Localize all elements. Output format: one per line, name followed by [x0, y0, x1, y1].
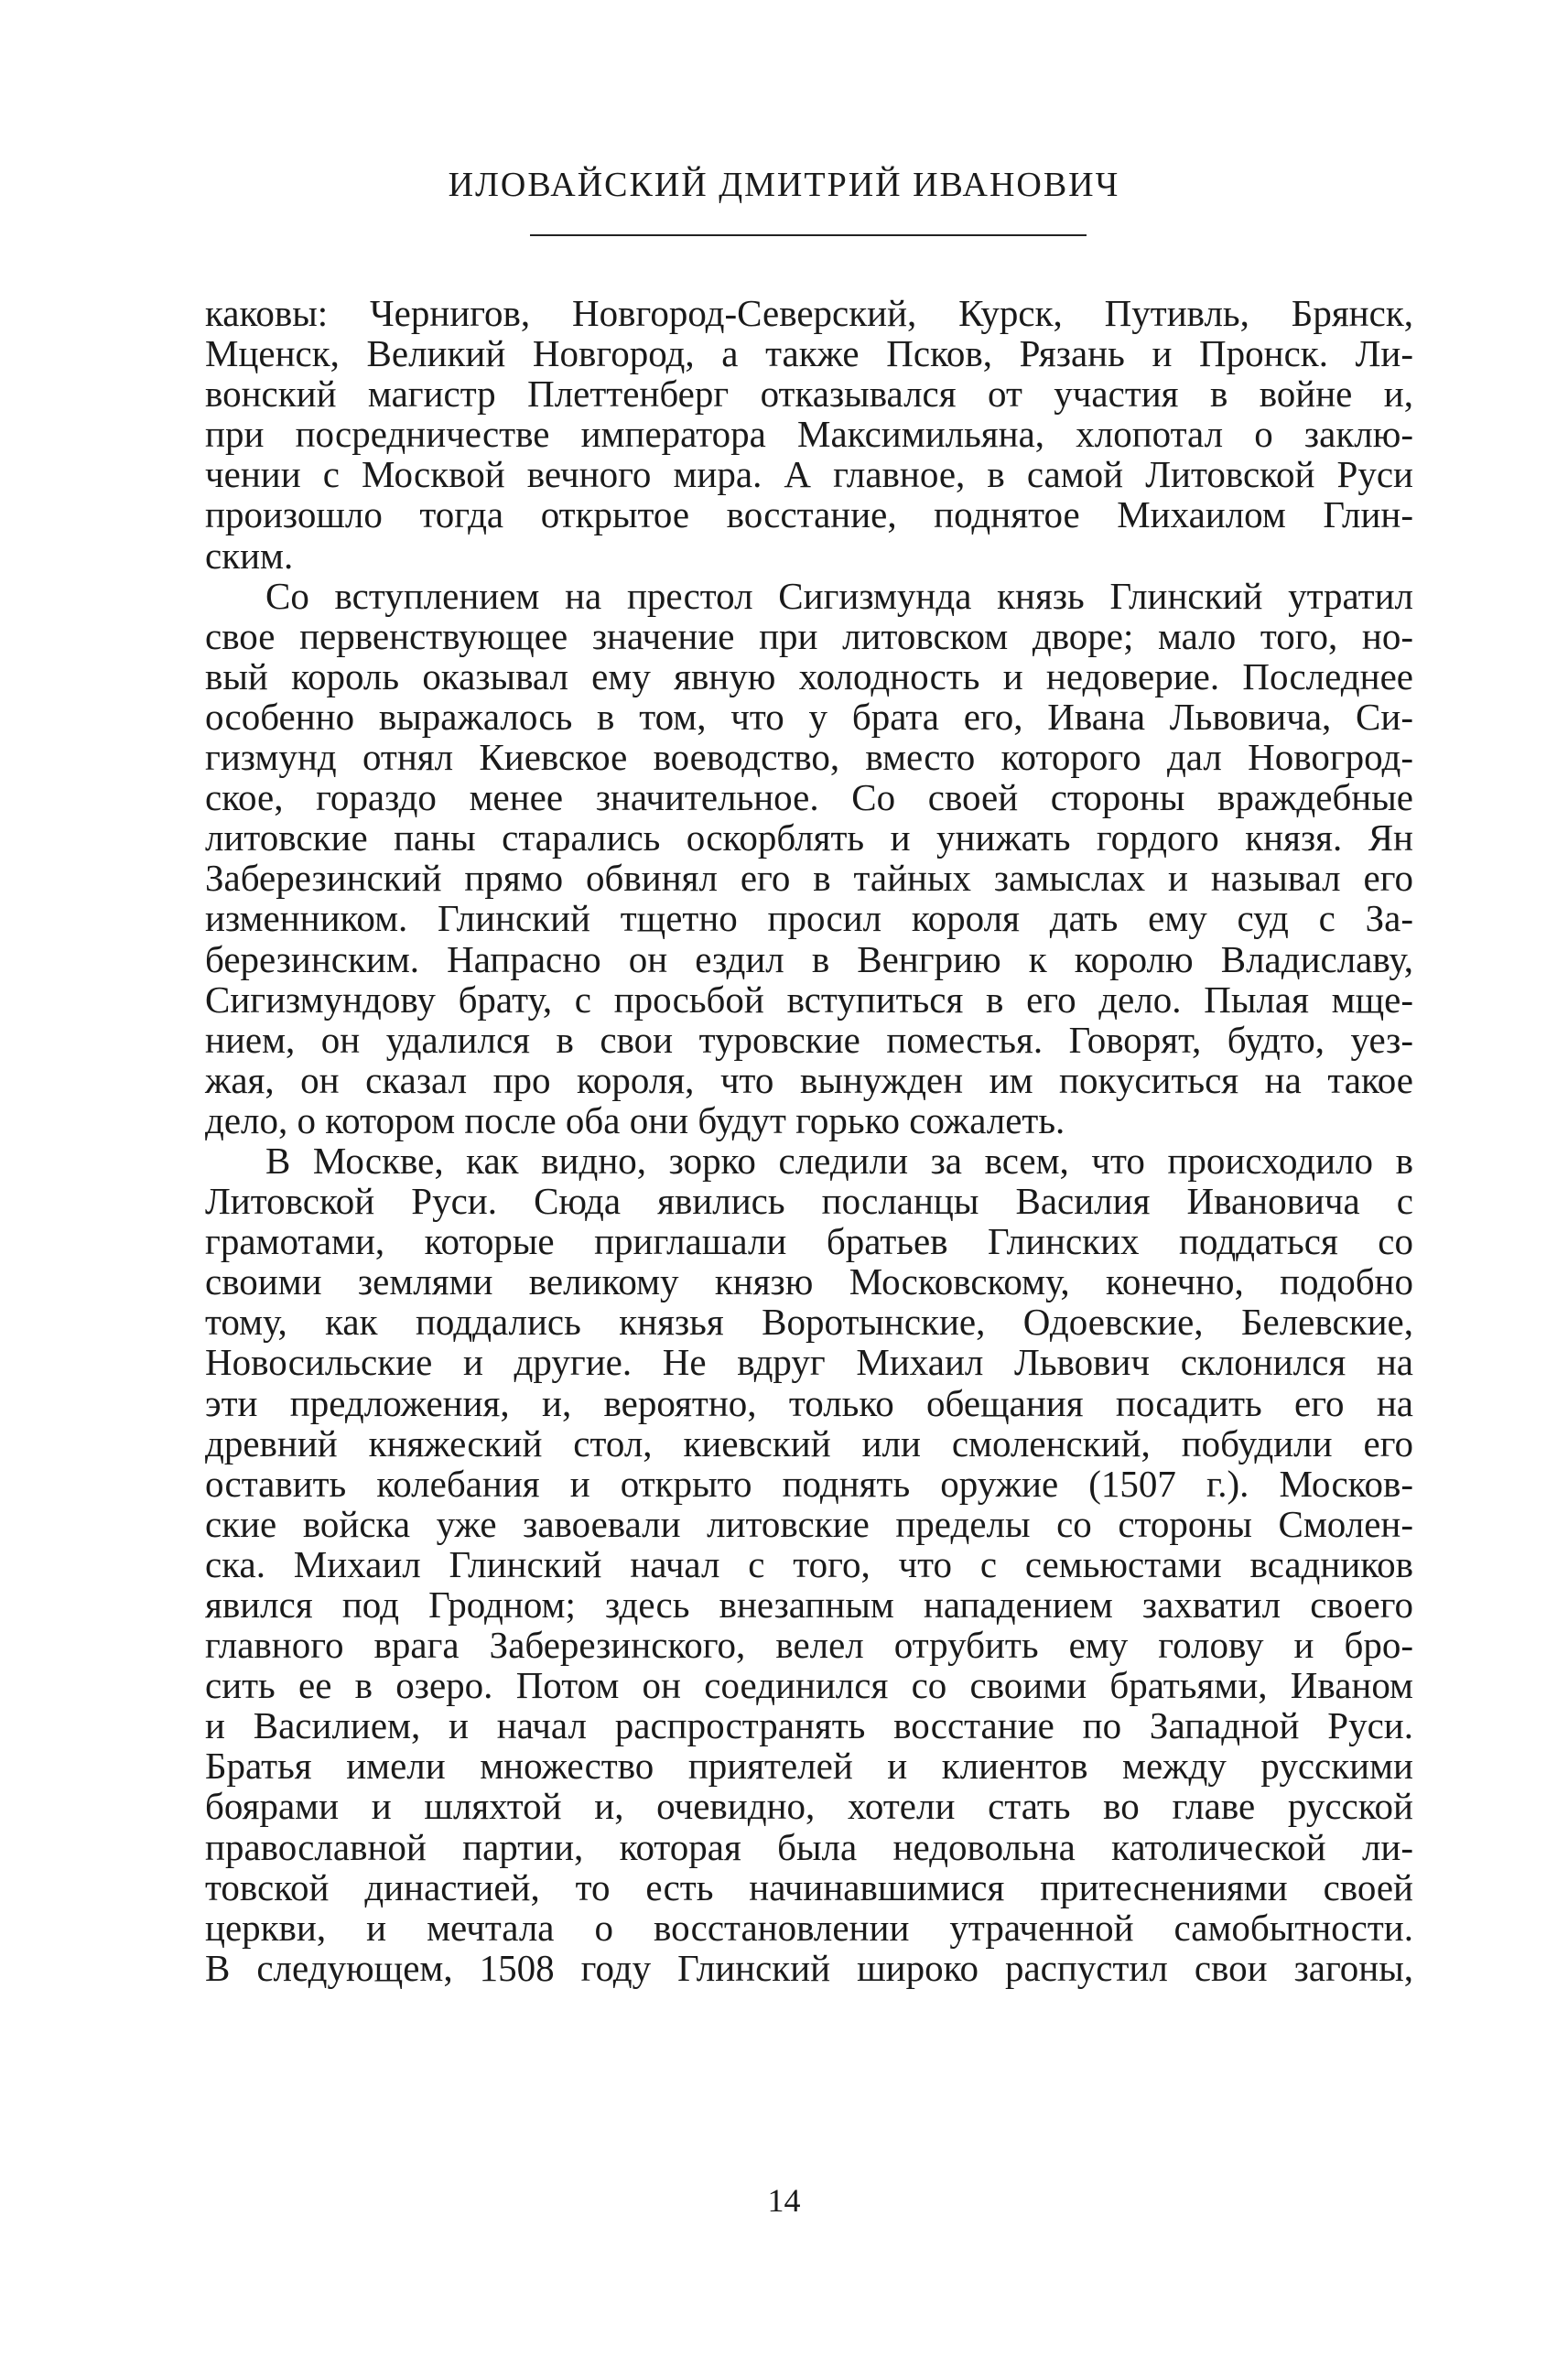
text-line: Мценск, Великий Новгород, а также Псков, Рязань и Пронск. Ли-: [205, 332, 1413, 375]
text-line: сить ее в озеро. Потом он соединился со своими братьями, Иваном: [205, 1664, 1413, 1707]
text-line: ские войска уже завоевали литовские пределы со стороны Смолен-: [205, 1502, 1413, 1545]
text-line: дело, о котором после оба они будут горько сожалеть.: [205, 1098, 1065, 1141]
text-line: березинским. Напрасно он ездил в Венгрию к королю Владиславу,: [205, 937, 1413, 980]
text-line: каковы: Чернигов, Новгород-Северский, Курск, Путивль, Брянск,: [205, 292, 1413, 334]
text-line: тому, как поддались князья Воротынские, Одоевские, Белевские,: [205, 1301, 1413, 1344]
text-line: чении с Москвой вечного мира. А главное, в самой Литовской Руси: [205, 453, 1413, 496]
text-line: изменником. Глинский тщетно просил короля дать ему суд с За-: [205, 897, 1413, 940]
text-line: товской династией, то есть начинавшимися притеснениями своей: [205, 1865, 1413, 1908]
text-line: при посредничестве императора Максимильяна, хлопотал о заклю-: [205, 413, 1413, 456]
text-line: главного врага Заберезинского, велел отрубить ему голову и бро-: [205, 1624, 1413, 1667]
text-line: жая, он сказал про короля, что вынужден им покуситься на такое: [205, 1058, 1413, 1101]
text-line: боярами и шляхтой и, очевидно, хотели стать во главе русской: [205, 1785, 1413, 1828]
text-line: произошло тогда открытое восстание, поднятое Михаилом Глин-: [205, 493, 1413, 536]
text-line: нием, он удалился в свои туровские поместья. Говорят, будто, уез-: [205, 1018, 1413, 1061]
text-line: ска. Михаил Глинский начал с того, что с семьюстами всадников: [205, 1542, 1413, 1585]
text-line: Литовской Руси. Сюда явились посланцы Василия Ивановича с: [205, 1180, 1413, 1223]
text-line: Сигизмундову брату, с просьбой вступиться в его дело. Пылая мще-: [205, 978, 1413, 1021]
text-line: древний княжеский стол, киевский или смоленский, побудили его: [205, 1421, 1413, 1465]
text-line: ское, гораздо менее значительное. Со своей стороны враждебные: [205, 776, 1413, 819]
text-line: оставить колебания и открыто поднять оружие (1507 г.). Москов-: [205, 1462, 1413, 1505]
text-line: В следующем, 1508 году Глинский широко распустил свои загоны,: [205, 1946, 1413, 1989]
text-line: Заберезинский прямо обвинял его в тайных замыслах и называл его: [205, 857, 1413, 900]
text-line: особенно выражалось в том, что у брата его, Ивана Львовича, Си-: [205, 695, 1413, 738]
text-line: грамотами, которые приглашали братьев Глинских поддаться со: [205, 1220, 1413, 1263]
text-line: ским.: [205, 534, 294, 577]
body-text: [205, 293, 1413, 1988]
text-line: Братья имели множество приятелей и клиентов между русскими: [205, 1745, 1413, 1788]
text-line: гизмунд отнял Киевское воеводство, вместо которого дал Новогрод-: [205, 736, 1413, 779]
text-line: и Василием, и начал распространять восстание по Западной Руси.: [205, 1704, 1413, 1747]
text-line: Со вступлением на престол Сигизмунда князь Глинский утратил: [265, 574, 1413, 617]
text-line: вонский магистр Плеттенберг отказывался от участия в войне и,: [205, 373, 1413, 416]
text-line: православной партии, которая была недовольна католической ли-: [205, 1825, 1413, 1868]
text-line: церкви, и мечтала о восстановлении утраченной самобытности.: [205, 1906, 1413, 1949]
text-line: литовские паны старались оскорблять и унижать гордого князя. Ян: [205, 816, 1413, 859]
header-rule: [530, 234, 1087, 236]
text-line: Новосильские и другие. Не вдруг Михаил Львович склонился на: [205, 1341, 1413, 1384]
running-head: ИЛОВАЙСКИЙ ДМИТРИЙ ИВАНОВИЧ: [448, 166, 1120, 204]
text-line: эти предложения, и, вероятно, только обещания посадить его на: [205, 1381, 1413, 1424]
text-line: свое первенствующее значение при литовском дворе; мало того, но-: [205, 614, 1413, 657]
text-line: своими землями великому князю Московскому, конечно, подобно: [205, 1260, 1413, 1303]
text-line: В Москве, как видно, зорко следили за всем, что происходило в: [265, 1139, 1413, 1182]
text-line: вый король оказывал ему явную холодность и недоверие. Последнее: [205, 654, 1413, 697]
page-number: 14: [767, 2182, 801, 2219]
text-line: явился под Гродном; здесь внезапным нападением захватил своего: [205, 1584, 1413, 1626]
